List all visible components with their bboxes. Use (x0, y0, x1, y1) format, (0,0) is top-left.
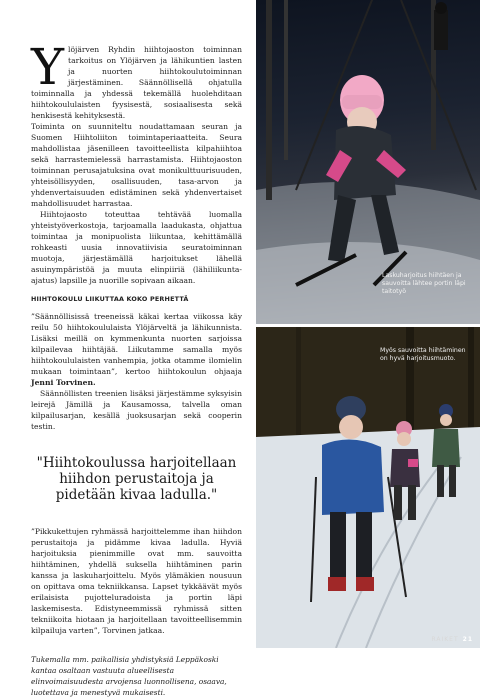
pull-quote: "Hiihtokoulussa harjoitellaan hiihdon perustaitoja ja pidetään kivaa ladulla." (36, 455, 237, 503)
closing-note: Tukemalla mm. paikallisia yhdistyksiä Leppäkoski kantaa osaltaan vastuuta alueellisesta elinvoimaisuudesta arvojensa luonnollisena, osaava, luotettava ja menestyvä mukaisesti. (31, 655, 227, 697)
intro-block (31, 38, 242, 121)
section-subhead: HIIHTOKOULU LIIKUTTAA KOKO PERHETTÄ (31, 295, 189, 303)
photo-caption-2: Myös sauvoitta hiihtäminen on hyvä harjoitusmuoto. (380, 347, 466, 362)
paragraph-4-text: ”Säännöllisissä treeneissä käkai kertaa viikossa käy reilu 50 hiihtokoululaista Ylöjärveltä ja lähikunnista. Lisäksi meillä on kymmenkunta nuorten sarjoissa kilpailevaa hiihtäjää. Liikutamme samalla myös hiihtokoululaisten vanhempia, jotka otamme ilomielin mukaan toimintaan”, kertoo hiihtokoulun ohjaaja (31, 312, 242, 376)
magazine-name: RAIKET (431, 636, 459, 643)
paragraph-4 (31, 311, 242, 388)
paragraph-3: Hiihtojaosto toteuttaa tehtävää luomalla yhteistyöverkostoja, tarjoamalla laadukasta, ohjattua toimintaa ja monipuolista liikuntaa, kehittämällä rohkeasti uusia innovatiivisia seuratoiminnan muotoja, järjestämällä harjoitukset lähellä asuinympäristöä ja muuta elinpiiriä (lähiliikunta-ajatus) lapsille ja nuorille sopivaan aikaan. (31, 210, 242, 285)
photo-caption-1: Laskuharjoitus hiihtäen ja sauvoitta lähtee portin läpi taitotyö (382, 272, 466, 295)
page-folio (431, 636, 473, 643)
intro-paragraph: löjärven Ryhdin hiihtojaoston toiminnan tarkoitus on Ylöjärven ja lähikuntien lasten ja nuorten hiihtokoulutoiminnan järjestäminen. Säännöllisellä ohjatulla toiminnalla ja yhdessä tekemällä huolehditaan hiihtokoululaisten fyysisestä, sosiaalisesta sekä henkisestä kehityksestä. (31, 45, 242, 120)
photo-child-skiing-night (256, 0, 480, 324)
article-column (31, 38, 242, 698)
coach-name: Jenni Torvinen. (31, 378, 96, 387)
paragraph-2: Toiminta on suunniteltu noudattamaan seuran ja Suomen Hiihtoliiton toimintaperiaatteita. Seura mahdollistaa jäsenilleen tavoitteellista kilpahiihtoa sekä harrastemielessä harrastamista. Hiihtojaoston toiminnan perusajatuksina ovat monikulttuurisuuden, yhteisöllisyyden, osallisuuden, tasa-arvon ja yhdenvertaisuuden edistäminen sekä yhdenvertaiset mahdollisuudet harrastaa. (31, 122, 242, 208)
photo-children-skiing-dusk (256, 327, 480, 648)
paragraph-5: Säännöllisten treenien lisäksi järjestämme syksyisin leirejä Jämillä ja Kausamossa, talvella oman kilpailusarjan, kesällä juoksusarjan sekä cooperin testin. (31, 389, 242, 431)
page-number: 21 (462, 636, 473, 643)
drop-cap: Y (31, 38, 65, 96)
paragraph-6: ”Pikkukettujen ryhmässä harjoittelemme ihan hiihdon perustaitoja ja pidämme kivaa ladulla. Hyviä harjoituksia pienimmille ovat mm. sauvoitta hiihtäminen, yhdellä suksella hiihtäminen parin kanssa ja laskuharjoittelu. Myös ylämäkien nousuun on opittava oma tekniikkansa. Lapset tykkäävät myös erilaisista pujotteluradoista ja portin läpi laskemisesta. Edistyneemmissä ryhmissä sitten tekniikoita hiotaan ja harjoitellaan tavoitteellisemmin kilpailuja varten”, Torvinen jatkaa. (31, 527, 242, 635)
